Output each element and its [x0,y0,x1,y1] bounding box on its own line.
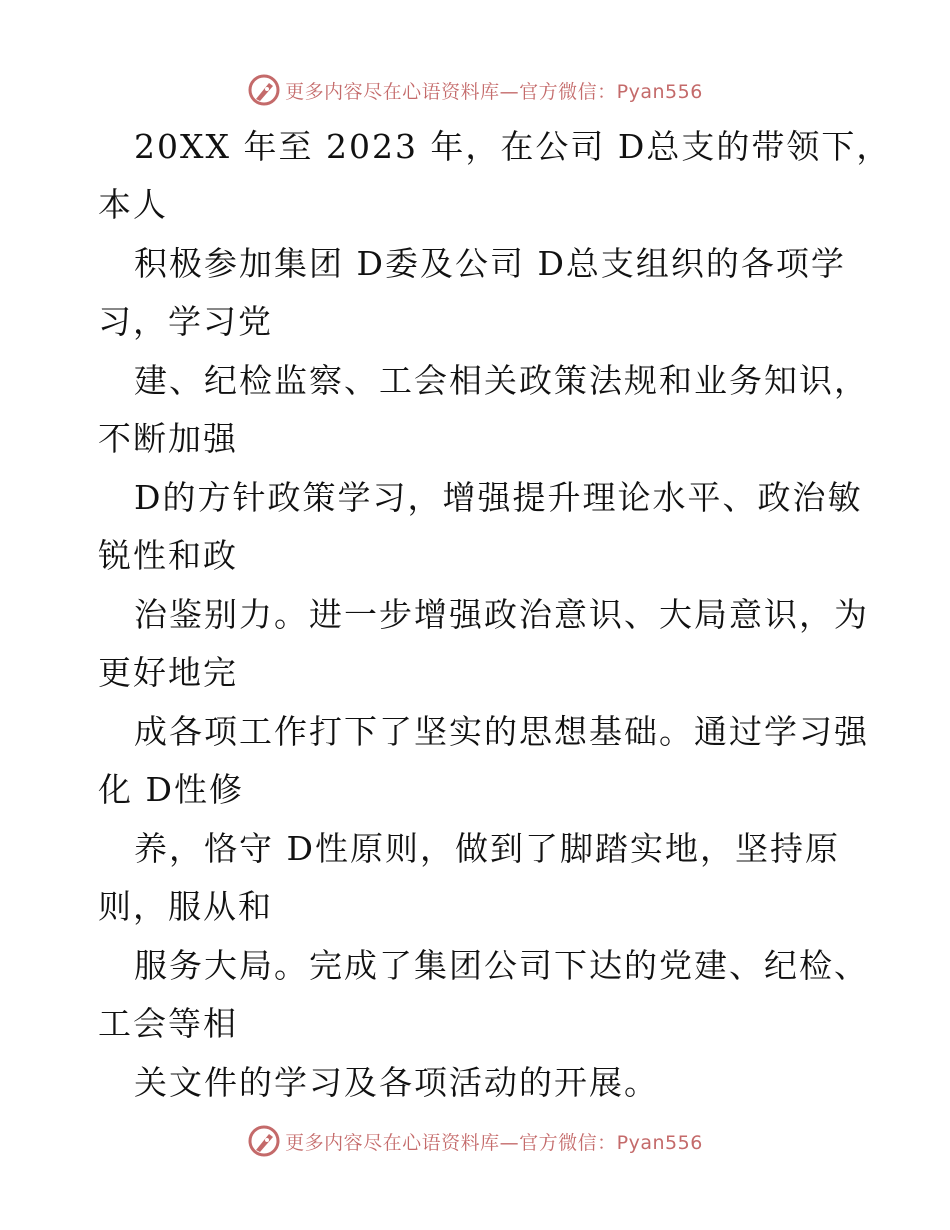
body-line: 关文件的学习及各项活动的开展。 [134,1063,659,1102]
body-line: 习，学习党 [98,302,273,341]
footer-watermark [0,1121,950,1161]
body-line: D的方针政策学习，增强提升理论水平、政治敏 [134,478,863,517]
body-line: 养，恪守 D性原则，做到了脚踏实地，坚持原 [134,829,840,868]
body-line: 化 D性修 [98,770,244,809]
watermark-text: 更多内容尽在心语资料库—官方微信：Pyan556 [285,1131,703,1154]
body-line: 成各项工作打下了坚实的思想基础。通过学习强 [134,712,869,751]
body-line: 服务大局。完成了集团公司下达的党建、纪检、 [134,946,869,985]
body-line: 锐性和政 [98,536,238,575]
body-line: 工会等相 [98,1004,238,1043]
watermark-text: 更多内容尽在心语资料库—官方微信：Pyan556 [285,80,703,103]
pen-nib-circle-icon [247,1124,281,1158]
body-line: 更好地完 [98,653,238,692]
body-line: 则，服从和 [98,887,273,926]
body-line: 治鉴别力。进一步增强政治意识、大局意识，为 [134,595,869,634]
body-line: 本人 [98,185,168,224]
body-line: 不断加强 [98,419,238,458]
body-line: 积极参加集团 D委及公司 D总支组织的各项学 [134,244,846,283]
body-line: 建、纪检监察、工会相关政策法规和业务知识， [134,361,869,400]
body-line: 20XX 年至 2023 年，在公司 D总支的带领下， [134,127,892,166]
